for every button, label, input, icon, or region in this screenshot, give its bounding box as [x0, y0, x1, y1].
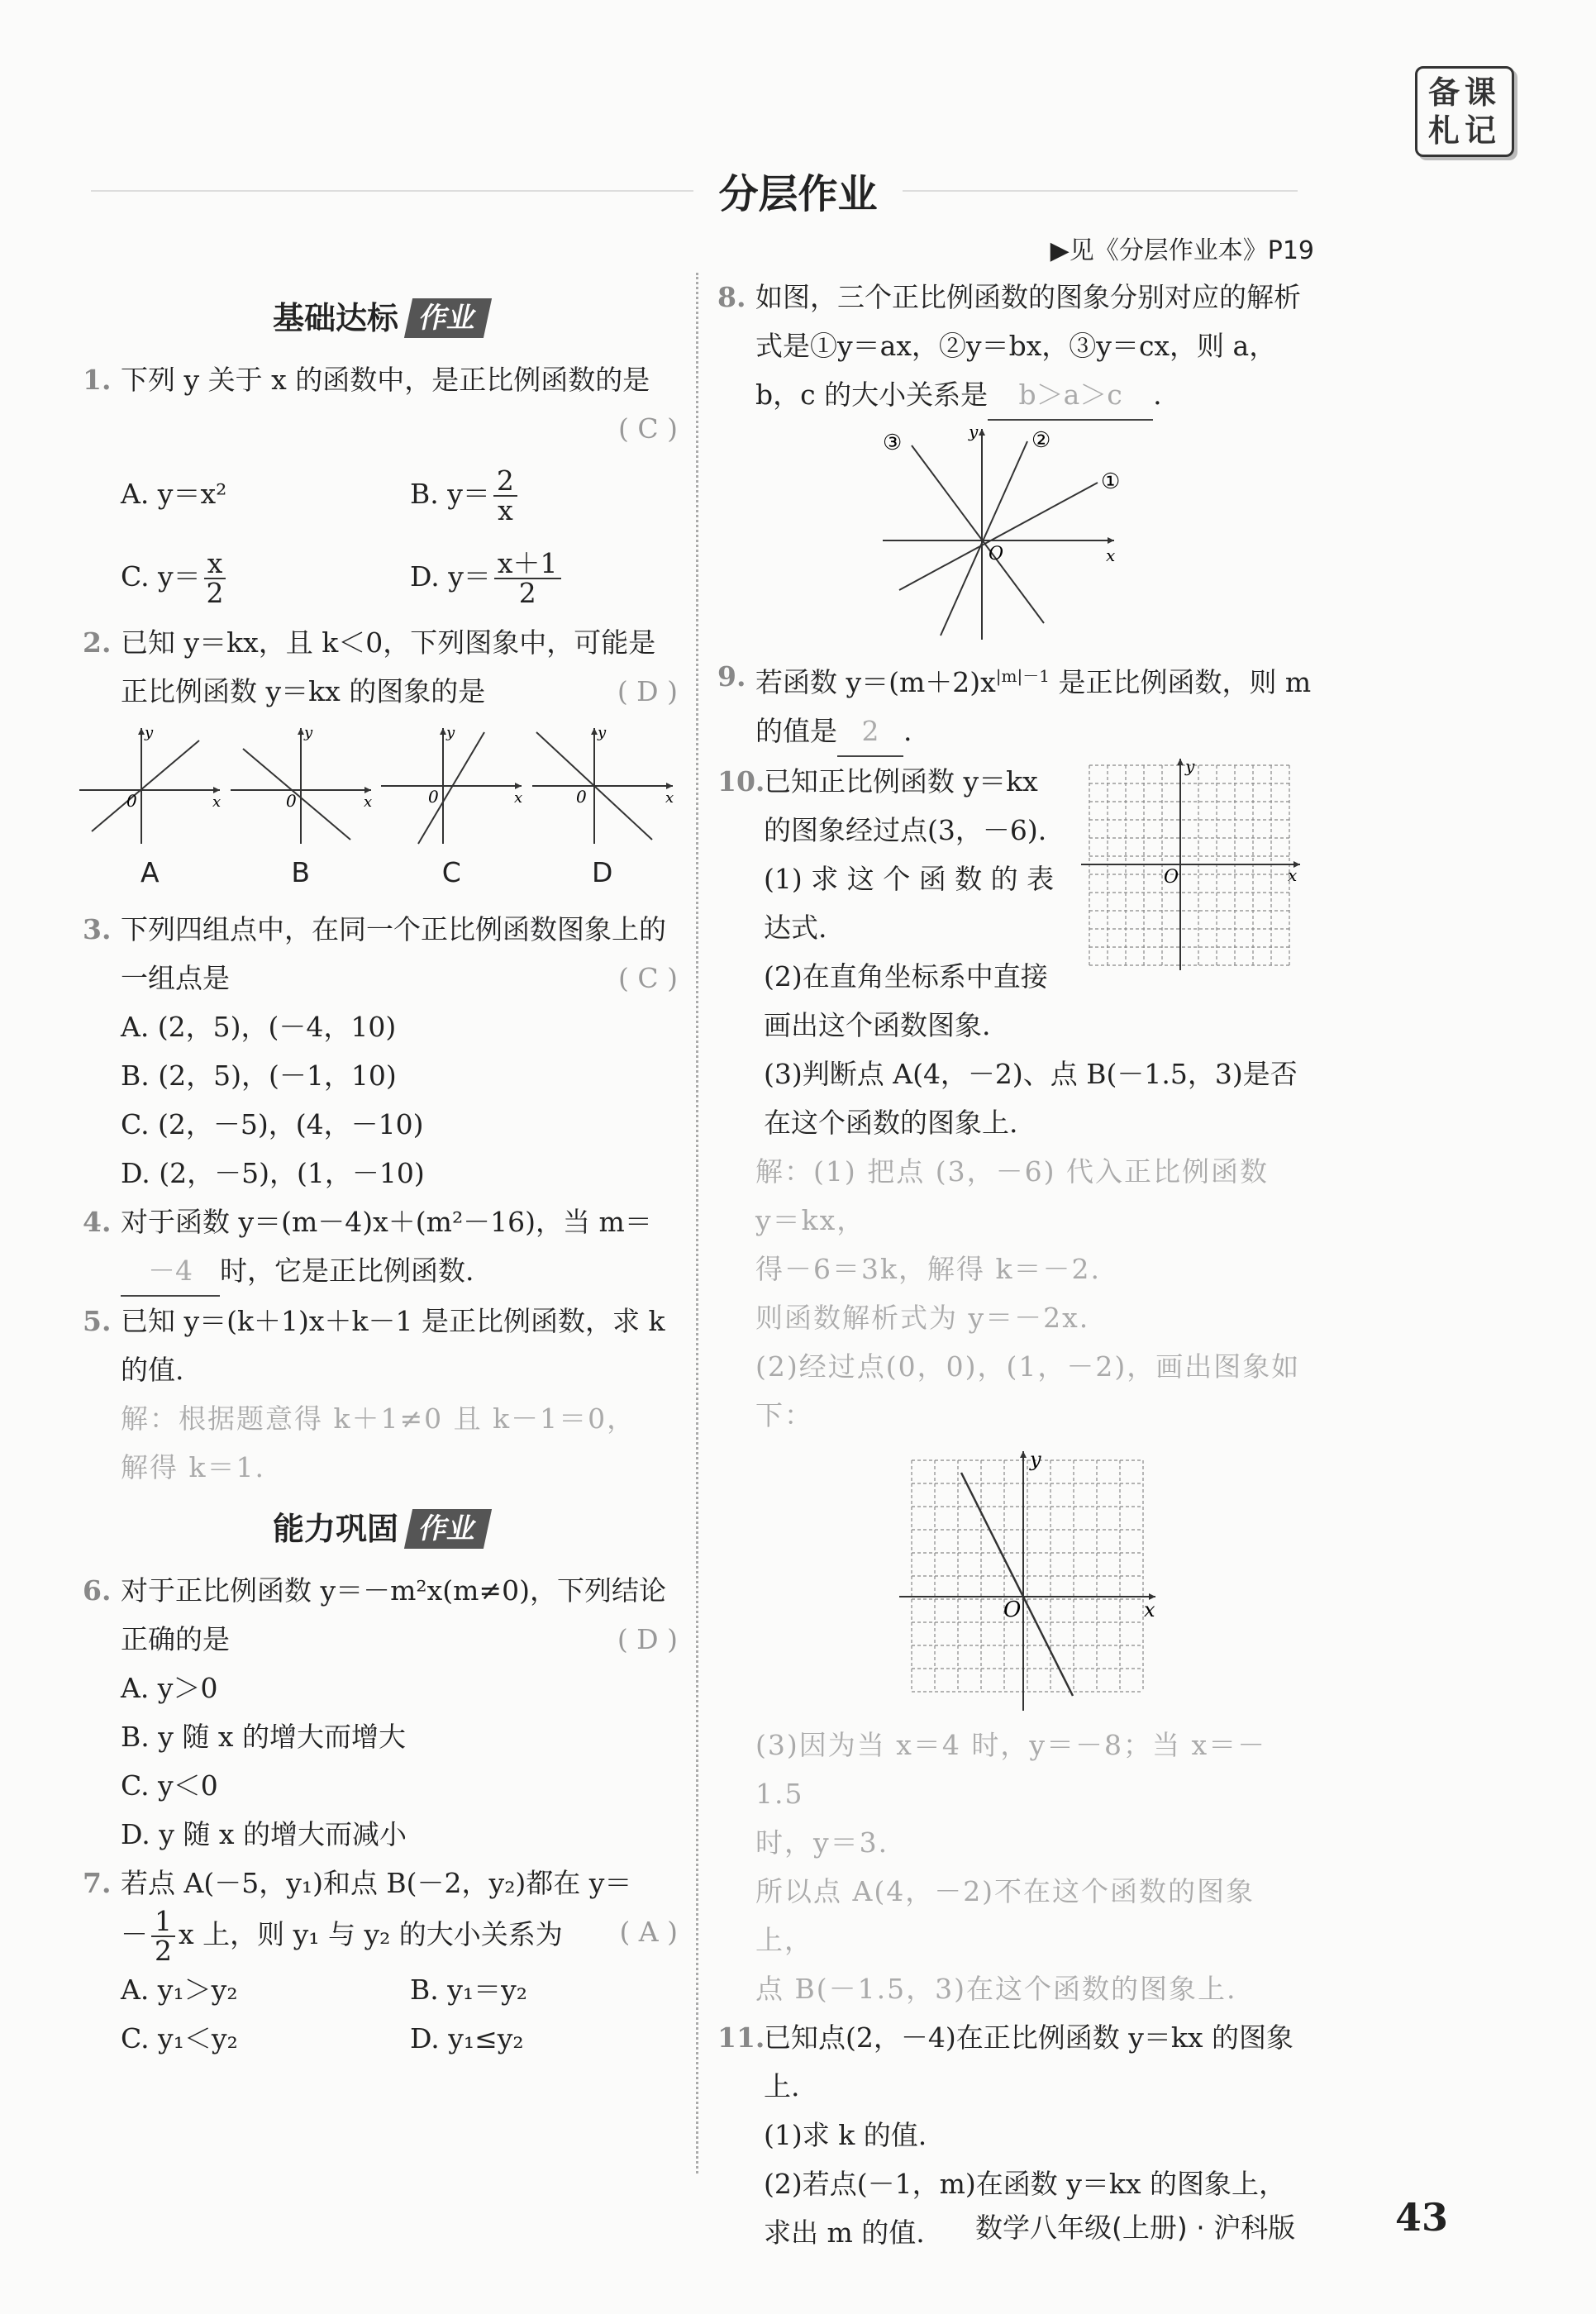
svg-text:y: y [1185, 757, 1195, 776]
q10-solution-figure [717, 1440, 1313, 1721]
graph-label: D [592, 856, 613, 888]
svg-text:x: x [363, 793, 372, 811]
graph-b [226, 724, 377, 897]
question-7: 7. 若点 A(－5，y₁)和点 B(－2，y₂)都在 y＝ － $\frac{1}{2}$ x 上，则 y₁ 与 y₂ 的大小关系为 ( A ) [83, 1859, 678, 1965]
page-title: 分层作业 [0, 162, 1596, 219]
question-stem: 下列 y 关于 x 的函数中，是正比例函数的是 [121, 364, 650, 396]
question-stem: 对于正比例函数 y＝－m²x(m≠0)，下列结论正确的是 [121, 1574, 666, 1655]
q8-graph [866, 421, 1131, 644]
line-1 [899, 483, 1098, 590]
question-number: 7. [83, 1867, 112, 1899]
answer: ( A ) [619, 1916, 678, 1948]
answer: ( D ) [617, 675, 678, 707]
graph-label: A [140, 856, 160, 888]
badge-line-1: 备课 [1427, 74, 1501, 111]
svg-text:x: x [1144, 1598, 1155, 1621]
option-c: C. (2，－5)，(4，－10) [121, 1108, 424, 1140]
question-number: 8. [717, 281, 746, 313]
svg-text:x: x [665, 789, 674, 807]
question-stem: 已知 y＝(k＋1)x＋k－1 是正比例函数，求 k 的值. [121, 1305, 665, 1386]
svg-text:x: x [514, 789, 523, 807]
section-ability-label: 能力巩固 [272, 1510, 398, 1547]
question-9: 9. 若函数 $y=(m+2)x^{|m|-1}$ 是正比例函数，则 m 的值是 2 . [717, 652, 1313, 757]
option-a: A. y₁＞y₂ [121, 1974, 238, 2006]
left-column [83, 281, 678, 2063]
answer-blank: 2 [837, 707, 903, 757]
question-number: 9. [717, 660, 746, 693]
option-b: B. y₁＝y₂ [410, 1974, 527, 2006]
question-5 [83, 1297, 678, 1394]
section-basic-tag: 作业 [404, 298, 492, 338]
axis-x-label: x [212, 793, 222, 811]
question-2 [83, 618, 678, 716]
section-ability [83, 1492, 678, 1566]
option-a: A. y＝x² [121, 478, 227, 510]
option-d: D. y 随 x 的增大而减小 [121, 1818, 407, 1850]
svg-text:y: y [969, 421, 979, 441]
solution-line: 时，y＝3. [755, 1826, 889, 1859]
badge-line-2: 札记 [1427, 112, 1501, 149]
svg-text:0: 0 [428, 787, 439, 807]
q7-options [83, 1965, 678, 2063]
q10-solution-graph [899, 1448, 1164, 1712]
question-8: 8. 如图，三个正比例函数的图象分别对应的解析式是①y＝ax，②y＝bx，③y＝cx，则 a，b，c 的大小关系是 b＞a＞c . [717, 273, 1313, 421]
answer-blank: b＞a＞c [988, 370, 1153, 421]
svg-text:0: 0 [285, 791, 297, 811]
question-number: 1. [83, 364, 112, 396]
line-3-label: ③ [883, 431, 903, 455]
svg-text:y: y [446, 724, 455, 741]
option-d: D. y₁≤y₂ [410, 2022, 524, 2055]
footer-text: 数学八年级(上册) · 沪科版 [975, 2212, 1296, 2244]
graph-label: C [441, 856, 461, 888]
svg-text:O: O [989, 544, 1004, 564]
question-number: 3. [83, 913, 112, 945]
solution-line: 解：(1) 把点 (3，－6) 代入正比例函数 [755, 1155, 1269, 1188]
option-a: A. (2，5)，(－4，10) [121, 1011, 397, 1043]
svg-text:x: x [1106, 545, 1116, 565]
right-column [717, 273, 1313, 2257]
question-number: 6. [83, 1574, 112, 1607]
solution-line: 得－6＝3k，解得 k＝－2. [755, 1253, 1101, 1285]
option-c: C. y＜0 [121, 1769, 218, 1802]
graph-a-svg [75, 724, 224, 848]
solution-line: 解得 k＝1. [121, 1451, 265, 1483]
question-number: 11. [717, 2021, 765, 2054]
answer: ( C ) [618, 962, 678, 994]
solution-line: 则函数解析式为 y＝－2x. [755, 1302, 1090, 1334]
question-3 [83, 905, 678, 1002]
question-stem: 下列四组点中，在同一个正比例函数图象上的一组点是 [121, 913, 666, 994]
graph-d [527, 724, 679, 897]
q1-options [83, 453, 678, 618]
notes-badge [1415, 66, 1514, 157]
question-stem: 已知 y＝kx，且 k＜0，下列图象中，可能是正比例函数 y＝kx 的图象的是 [121, 626, 656, 707]
svg-text:y: y [303, 724, 312, 741]
graph-c [376, 724, 527, 897]
question-number: 2. [83, 626, 112, 659]
section-basic [83, 281, 678, 355]
option-b: B. y＝ $\frac{2}{x}$ [410, 453, 699, 536]
option-b: B. (2，5)，(－1，10) [121, 1059, 397, 1092]
option-c: C. y₁＜y₂ [121, 2022, 238, 2055]
solution-line: 点 B(－1.5，3)在这个函数的图象上. [755, 1973, 1237, 2005]
graph-a [74, 724, 226, 897]
svg-text:x: x [1288, 865, 1298, 885]
line-2 [941, 441, 1027, 636]
section-ability-tag: 作业 [404, 1509, 492, 1549]
line-1-label: ① [1101, 469, 1121, 494]
page-number: 43 [1395, 2195, 1449, 2240]
solution-line: (3)因为当 x＝4 时，y＝－8；当 x＝－1.5 [755, 1729, 1267, 1810]
origin-label: 0 [126, 791, 137, 811]
solution-line: y＝kx， [755, 1204, 866, 1236]
line-2-label: ② [1031, 428, 1051, 453]
option-a: A. y＞0 [121, 1672, 218, 1704]
section-basic-label: 基础达标 [272, 299, 398, 336]
q2-graphs [74, 724, 678, 897]
question-stem: 如图，三个正比例函数的图象分别对应的解析式是①y＝ax，②y＝bx，③y＝cx，则 a，b，c 的大小关系是 [755, 281, 1301, 411]
line-3 [912, 445, 1044, 623]
q8-figure [717, 421, 1313, 644]
solution-line: 所以点 A(4，－2)不在这个函数的图象上， [755, 1875, 1255, 1956]
question-number: 10. [717, 765, 765, 798]
axis-y-label: y [145, 724, 154, 741]
option-b: B. y 随 x 的增大而增大 [121, 1721, 406, 1753]
svg-text:O: O [1003, 1597, 1022, 1622]
answer: ( D ) [617, 1623, 678, 1655]
question-number: 4. [83, 1206, 112, 1238]
question-11: 11. 已知点(2，－4)在正比例函数 y＝kx 的图象上. (1)求 k 的值. (2)若点(－1，m)在函数 y＝kx 的图象上，求出 m 的值. [717, 2013, 1313, 2257]
svg-text:y: y [597, 724, 606, 741]
solution-line: (2)经过点(0，0)，(1，－2)，画出图象如下： [755, 1350, 1301, 1431]
svg-text:O: O [1164, 867, 1179, 888]
option-d: D. (2，－5)，(1，－10) [121, 1157, 425, 1189]
solution-line: 解：根据题意得 k＋1≠0 且 k－1＝0， [121, 1402, 636, 1435]
question-6 [83, 1566, 678, 1664]
svg-text:0: 0 [575, 787, 587, 807]
question-4: 4. 对于函数 y＝(m－4)x＋(m²－16)，当 m＝－4 时，它是正比例函数. [83, 1197, 678, 1297]
option-d: D. y＝ $\frac{x+1}{2}$ [410, 536, 699, 618]
option-c: C. y＝ $\frac{x}{2}$ [121, 536, 410, 618]
svg-text:y: y [1030, 1448, 1041, 1471]
answer: ( C ) [618, 412, 678, 445]
graph-label: B [291, 856, 311, 888]
answer-blank: －4 [121, 1246, 220, 1297]
reference-note: ▶见《分层作业本》P19 [1050, 236, 1314, 265]
question-number: 5. [83, 1305, 112, 1337]
question-1 [83, 355, 678, 453]
question-10: 10. 已知正比例函数 y＝kx 的图象经过点(3，－6). (1) 求 这 个 函 数 的 表 达式. (2)在直角坐标系中直接 画出这个函数图象. (3)判断点 A(4，－2)、点 B(－1.5，3)是否在这个函数的图象上. y x O [717, 757, 1313, 1147]
q10-blank-grid [1081, 757, 1304, 972]
